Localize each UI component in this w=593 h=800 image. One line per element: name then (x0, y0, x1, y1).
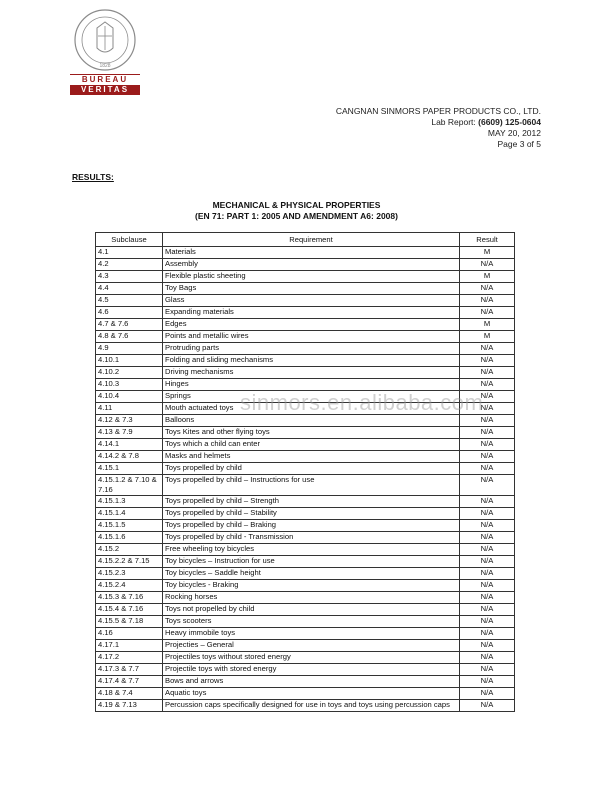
report-header (336, 106, 541, 150)
subclause-cell: 4.13 & 7.9 (96, 427, 163, 439)
table-row (96, 628, 515, 640)
subclause-cell: 4.15.2.3 (96, 568, 163, 580)
result-cell: N/A (460, 355, 515, 367)
subclause-cell: 4.10.2 (96, 367, 163, 379)
table-row (96, 652, 515, 664)
result-cell: N/A (460, 688, 515, 700)
table-row (96, 496, 515, 508)
requirement-cell: Toys propelled by child (163, 463, 460, 475)
table-row (96, 259, 515, 271)
table-row (96, 580, 515, 592)
table-row (96, 295, 515, 307)
table-row (96, 688, 515, 700)
table-row (96, 415, 515, 427)
requirement-cell: Materials (163, 247, 460, 259)
table-row (96, 307, 515, 319)
result-cell: N/A (460, 379, 515, 391)
table-row (96, 343, 515, 355)
subclause-cell: 4.12 & 7.3 (96, 415, 163, 427)
result-cell: N/A (460, 415, 515, 427)
result-cell: M (460, 271, 515, 283)
requirement-cell: Balloons (163, 415, 460, 427)
table-row (96, 367, 515, 379)
lab-report-line (336, 117, 541, 128)
subclause-cell: 4.17.4 & 7.7 (96, 676, 163, 688)
requirement-cell: Heavy immobile toys (163, 628, 460, 640)
table-header-row (96, 233, 515, 247)
requirement-cell: Rocking horses (163, 592, 460, 604)
report-date: MAY 20, 2012 (487, 128, 541, 138)
result-cell: M (460, 319, 515, 331)
subclause-cell: 4.19 & 7.13 (96, 700, 163, 712)
subclause-cell: 4.15.3 & 7.16 (96, 592, 163, 604)
requirement-cell: Projecties – General (163, 640, 460, 652)
requirement-cell: Mouth actuated toys (163, 403, 460, 415)
result-cell: N/A (460, 532, 515, 544)
requirement-cell: Projectile toys with stored energy (163, 664, 460, 676)
result-cell: N/A (460, 367, 515, 379)
table-row (96, 319, 515, 331)
section-title: MECHANICAL & PHYSICAL PROPERTIES (212, 200, 381, 210)
result-cell: M (460, 247, 515, 259)
result-cell: N/A (460, 283, 515, 295)
requirement-cell: Glass (163, 295, 460, 307)
subclause-cell: 4.7 & 7.6 (96, 319, 163, 331)
subclause-cell: 4.1 (96, 247, 163, 259)
table-row (96, 640, 515, 652)
requirement-cell: Toys propelled by child - Transmission (163, 532, 460, 544)
requirement-cell: Toys propelled by child – Stability (163, 508, 460, 520)
subclause-cell: 4.18 & 7.4 (96, 688, 163, 700)
subclause-cell: 4.15.4 & 7.16 (96, 604, 163, 616)
requirement-cell: Toy bicycles – Instruction for use (163, 556, 460, 568)
subclause-cell: 4.14.2 & 7.8 (96, 451, 163, 463)
result-cell: N/A (460, 544, 515, 556)
subclause-cell: 4.15.2 (96, 544, 163, 556)
company-name: CANGNAN SINMORS PAPER PRODUCTS CO., LTD. (335, 106, 541, 116)
subclause-cell: 4.16 (96, 628, 163, 640)
subclause-cell: 4.14.1 (96, 439, 163, 451)
requirement-cell: Edges (163, 319, 460, 331)
requirement-cell: Aquatic toys (163, 688, 460, 700)
table-row (96, 463, 515, 475)
result-cell: N/A (460, 463, 515, 475)
result-cell: N/A (460, 592, 515, 604)
table-row (96, 532, 515, 544)
result-cell: N/A (460, 640, 515, 652)
requirement-cell: Assembly (163, 259, 460, 271)
requirement-cell: Toys which a child can enter (163, 439, 460, 451)
requirement-cell: Toys not propelled by child (163, 604, 460, 616)
subclause-cell: 4.2 (96, 259, 163, 271)
subclause-cell: 4.10.1 (96, 355, 163, 367)
header-subclause: Subclause (96, 233, 163, 247)
result-cell: N/A (460, 451, 515, 463)
subclause-cell: 4.10.3 (96, 379, 163, 391)
section-title-block (0, 200, 593, 222)
requirement-cell: Folding and sliding mechanisms (163, 355, 460, 367)
result-cell: N/A (460, 520, 515, 532)
result-cell: N/A (460, 427, 515, 439)
result-cell: N/A (460, 568, 515, 580)
requirement-cell: Free wheeling toy bicycles (163, 544, 460, 556)
table-row (96, 475, 515, 496)
result-cell: N/A (460, 343, 515, 355)
subclause-cell: 4.5 (96, 295, 163, 307)
result-cell: N/A (460, 307, 515, 319)
header-requirement: Requirement (163, 233, 460, 247)
requirement-cell: Percussion caps specifically designed for use in toys and toys using percussion caps (163, 700, 460, 712)
results-table (95, 232, 515, 712)
subclause-cell: 4.15.1.5 (96, 520, 163, 532)
section-subtitle: (EN 71: PART 1: 2005 AND AMENDMENT A6: 2008) (195, 211, 398, 221)
table-row (96, 355, 515, 367)
table-row (96, 520, 515, 532)
result-cell: N/A (460, 580, 515, 592)
result-cell: M (460, 331, 515, 343)
result-cell: N/A (460, 604, 515, 616)
subclause-cell: 4.3 (96, 271, 163, 283)
lab-report-number: (6609) 125-0604 (478, 117, 541, 127)
table-row (96, 556, 515, 568)
result-cell: N/A (460, 475, 515, 496)
page-number: Page 3 of 5 (497, 139, 541, 149)
subclause-cell: 4.17.3 & 7.7 (96, 664, 163, 676)
requirement-cell: Toy Bags (163, 283, 460, 295)
requirement-cell: Projectiles toys without stored energy (163, 652, 460, 664)
table-row (96, 451, 515, 463)
subclause-cell: 4.6 (96, 307, 163, 319)
table-row (96, 331, 515, 343)
requirement-cell: Springs (163, 391, 460, 403)
requirement-cell: Toys propelled by child – Strength (163, 496, 460, 508)
subclause-cell: 4.15.1.4 (96, 508, 163, 520)
subclause-cell: 4.8 & 7.6 (96, 331, 163, 343)
requirement-cell: Toys scooters (163, 616, 460, 628)
subclause-cell: 4.15.1.2 & 7.10 & 7.16 (96, 475, 163, 496)
result-cell: N/A (460, 439, 515, 451)
subclause-cell: 4.15.1.3 (96, 496, 163, 508)
requirement-cell: Toy bicycles - Braking (163, 580, 460, 592)
requirement-cell: Expanding materials (163, 307, 460, 319)
result-cell: N/A (460, 508, 515, 520)
result-cell: N/A (460, 295, 515, 307)
requirement-cell: Hinges (163, 379, 460, 391)
subclause-cell: 4.15.5 & 7.18 (96, 616, 163, 628)
table-row (96, 700, 515, 712)
logo-band-veritas: VERITAS (70, 85, 140, 95)
table-row (96, 427, 515, 439)
watermark: sinmors.en.alibaba.com (240, 390, 484, 415)
bureau-veritas-logo (70, 8, 140, 95)
result-cell: N/A (460, 664, 515, 676)
requirement-cell: Points and metallic wires (163, 331, 460, 343)
header-result: Result (460, 233, 515, 247)
result-cell: N/A (460, 616, 515, 628)
result-cell: N/A (460, 259, 515, 271)
result-cell: N/A (460, 676, 515, 688)
seal-icon (70, 8, 140, 72)
requirement-cell: Toys propelled by child – Instructions for use (163, 475, 460, 496)
result-cell: N/A (460, 556, 515, 568)
result-cell: N/A (460, 403, 515, 415)
result-cell: N/A (460, 700, 515, 712)
table-row (96, 283, 515, 295)
result-cell: N/A (460, 496, 515, 508)
subclause-cell: 4.4 (96, 283, 163, 295)
requirement-cell: Toys propelled by child – Braking (163, 520, 460, 532)
table-row (96, 568, 515, 580)
table-row (96, 544, 515, 556)
table-row (96, 508, 515, 520)
subclause-cell: 4.15.1 (96, 463, 163, 475)
table-row (96, 664, 515, 676)
result-cell: N/A (460, 391, 515, 403)
requirement-cell: Toy bicycles – Saddle height (163, 568, 460, 580)
requirement-cell: Masks and helmets (163, 451, 460, 463)
subclause-cell: 4.17.1 (96, 640, 163, 652)
table-row (96, 379, 515, 391)
subclause-cell: 4.15.1.6 (96, 532, 163, 544)
table-row (96, 439, 515, 451)
subclause-cell: 4.15.2.4 (96, 580, 163, 592)
svg-text:1828: 1828 (99, 63, 111, 69)
table-row (96, 604, 515, 616)
lab-report-label: Lab Report: (431, 117, 476, 127)
requirement-cell: Protruding parts (163, 343, 460, 355)
requirement-cell: Flexible plastic sheeting (163, 271, 460, 283)
table-row (96, 247, 515, 259)
table-row (96, 271, 515, 283)
result-cell: N/A (460, 628, 515, 640)
result-cell: N/A (460, 652, 515, 664)
table-row (96, 616, 515, 628)
subclause-cell: 4.11 (96, 403, 163, 415)
subclause-cell: 4.10.4 (96, 391, 163, 403)
subclause-cell: 4.17.2 (96, 652, 163, 664)
requirement-cell: Bows and arrows (163, 676, 460, 688)
logo-band-bureau: BUREAU (70, 74, 140, 85)
subclause-cell: 4.9 (96, 343, 163, 355)
results-label: RESULTS: (72, 172, 114, 182)
subclause-cell: 4.15.2.2 & 7.15 (96, 556, 163, 568)
requirement-cell: Driving mechanisms (163, 367, 460, 379)
table-row (96, 592, 515, 604)
table-row (96, 676, 515, 688)
requirement-cell: Toys Kites and other flying toys (163, 427, 460, 439)
